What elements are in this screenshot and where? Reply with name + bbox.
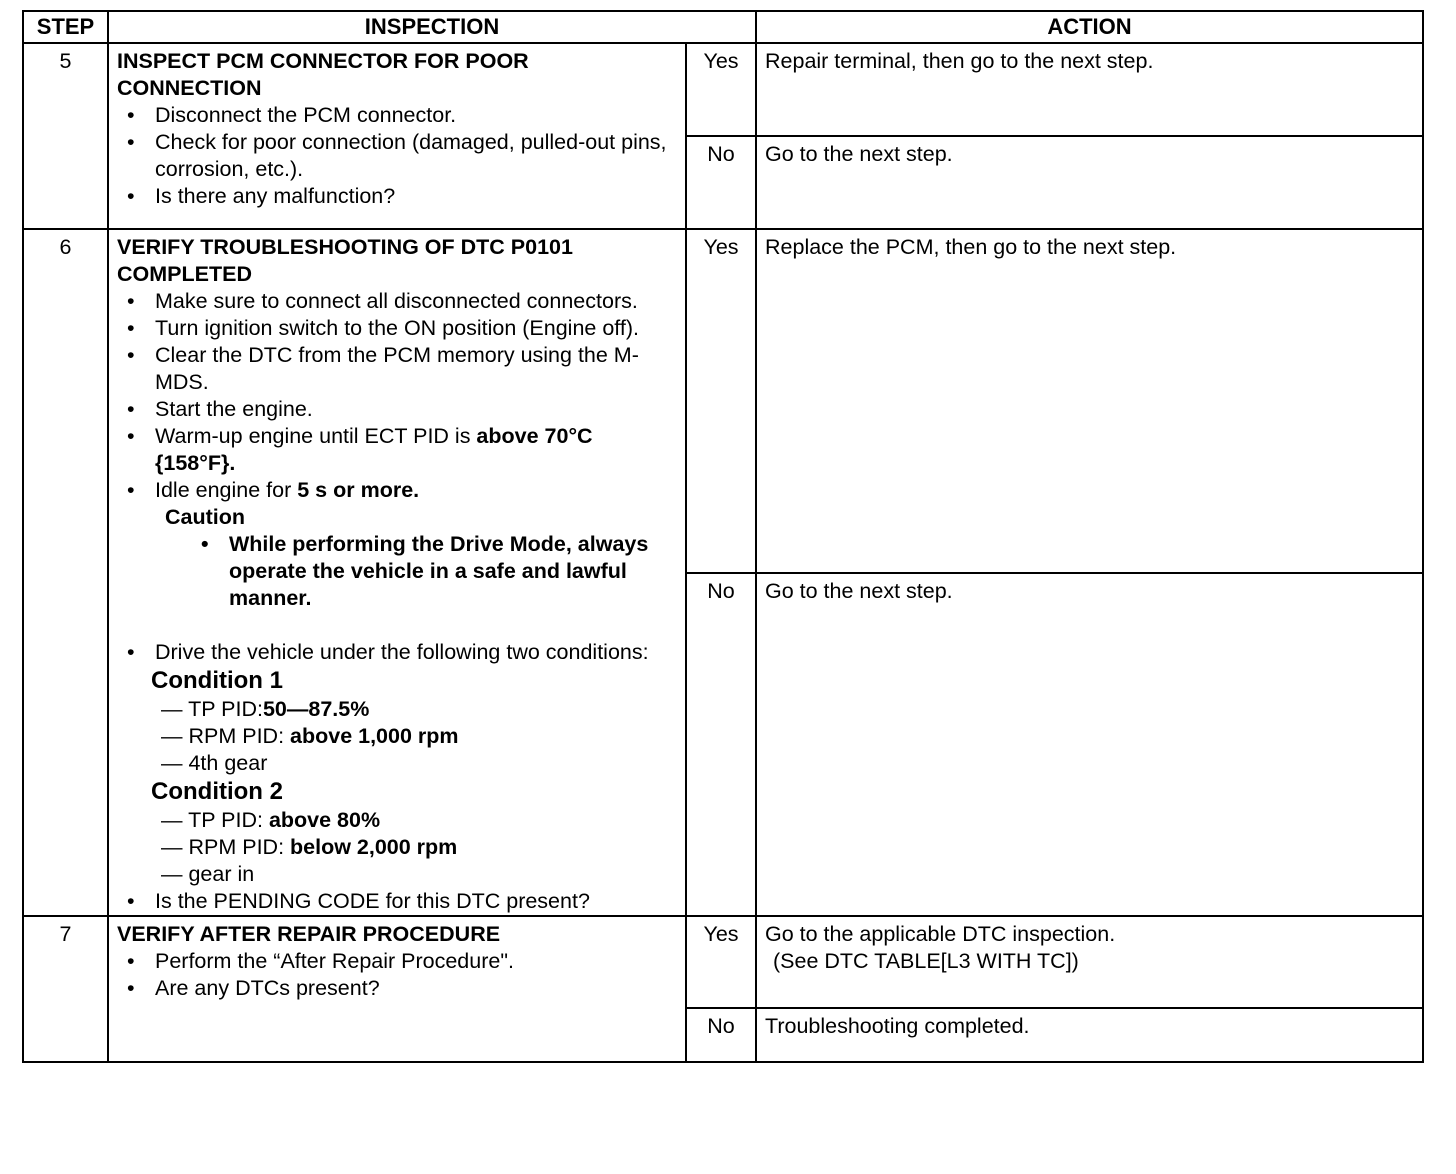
bullet-list — [117, 948, 677, 1002]
condition-label: — TP PID: — [161, 808, 269, 832]
condition-label: — RPM PID: — [161, 835, 291, 859]
step-number: 7 — [23, 916, 108, 1062]
yes-label: Yes — [686, 229, 756, 573]
condition-line — [117, 723, 677, 750]
list-item: • Is there any malfunction? — [117, 183, 677, 210]
step-7-row-yes — [23, 916, 1423, 1008]
yes-label: Yes — [686, 43, 756, 136]
condition-line — [117, 807, 677, 834]
step-5-row-yes — [23, 43, 1423, 136]
condition-line — [117, 834, 677, 861]
inspection-cell — [108, 916, 686, 1062]
header-row — [23, 11, 1423, 43]
step-6-row-yes — [23, 229, 1423, 573]
yes-action — [756, 916, 1423, 1008]
step-title: VERIFY AFTER REPAIR PROCEDURE — [117, 922, 501, 946]
yes-action: Replace the PCM, then go to the next step. — [756, 229, 1423, 573]
yes-action-reference: (See DTC TABLE[L3 WITH TC]) — [773, 949, 1079, 973]
caution-text: • While performing the Drive Mode, always operate the vehicle in a safe and lawful manner. — [191, 531, 677, 612]
condition-label: — TP PID: — [161, 697, 263, 721]
no-action: Troubleshooting completed. — [756, 1008, 1423, 1062]
caution-heading: Caution — [165, 505, 246, 529]
no-action: Go to the next step. — [756, 136, 1423, 229]
list-item: • Perform the “After Repair Procedure". — [117, 948, 677, 975]
bullet-list — [117, 102, 677, 210]
list-item-emphasis: 5 s or more. — [297, 478, 420, 502]
header-step: STEP — [23, 11, 108, 43]
list-item: • Make sure to connect all disconnected connectors. — [117, 288, 677, 315]
list-item: • Check for poor connection (damaged, pulled-out pins, corrosion, etc.). — [117, 129, 677, 183]
list-item — [117, 477, 677, 504]
yes-action-line: Go to the applicable DTC inspection. — [765, 922, 1116, 946]
condition-value: above 1,000 rpm — [290, 724, 459, 748]
spacer — [117, 612, 677, 639]
condition-value: above 80% — [268, 808, 381, 832]
list-item: • Drive the vehicle under the following two conditions: — [117, 639, 677, 666]
condition-1-title: Condition 1 — [151, 667, 283, 694]
bullet-list — [117, 639, 677, 666]
condition-2-title: Condition 2 — [151, 778, 283, 805]
list-item: • Start the engine. — [117, 396, 677, 423]
bullet-list — [117, 288, 677, 504]
no-label: No — [686, 573, 756, 917]
list-item: • Disconnect the PCM connector. — [117, 102, 677, 129]
yes-action: Repair terminal, then go to the next step. — [756, 43, 1423, 136]
step-title: VERIFY TROUBLESHOOTING OF DTC P0101 — [117, 235, 573, 259]
caution-list — [117, 531, 677, 612]
header-inspection: INSPECTION — [108, 11, 756, 43]
inspection-cell — [108, 229, 686, 916]
condition-line — [117, 696, 677, 723]
yes-label: Yes — [686, 916, 756, 1008]
list-item: • Are any DTCs present? — [117, 975, 677, 1002]
list-item-emphasis: above 70°C {158°F}. — [155, 424, 593, 475]
step-title-cont: CONNECTION — [117, 76, 262, 100]
list-item-text: Idle engine for — [155, 478, 298, 502]
step-title: INSPECT PCM CONNECTOR FOR POOR — [117, 49, 529, 73]
header-action: ACTION — [756, 11, 1423, 43]
no-label: No — [686, 136, 756, 229]
list-item-text: Warm-up engine until ECT PID is — [155, 424, 477, 448]
condition-value: below 2,000 rpm — [290, 835, 458, 859]
list-item: • Is the PENDING CODE for this DTC present? — [117, 888, 677, 915]
list-item — [117, 423, 677, 477]
condition-line: — 4th gear — [161, 751, 268, 775]
troubleshooting-table — [22, 10, 1424, 1063]
step-number: 6 — [23, 229, 108, 916]
bullet-list — [117, 888, 677, 915]
condition-label: — RPM PID: — [161, 724, 291, 748]
no-action: Go to the next step. — [756, 573, 1423, 917]
step-title-cont: COMPLETED — [117, 262, 252, 286]
condition-line: — gear in — [161, 862, 255, 886]
inspection-cell — [108, 43, 686, 229]
list-item: • Clear the DTC from the PCM memory using the M-MDS. — [117, 342, 677, 396]
step-number: 5 — [23, 43, 108, 229]
list-item: • Turn ignition switch to the ON position (Engine off). — [117, 315, 677, 342]
condition-value: 50—87.5% — [262, 697, 370, 721]
no-label: No — [686, 1008, 756, 1062]
